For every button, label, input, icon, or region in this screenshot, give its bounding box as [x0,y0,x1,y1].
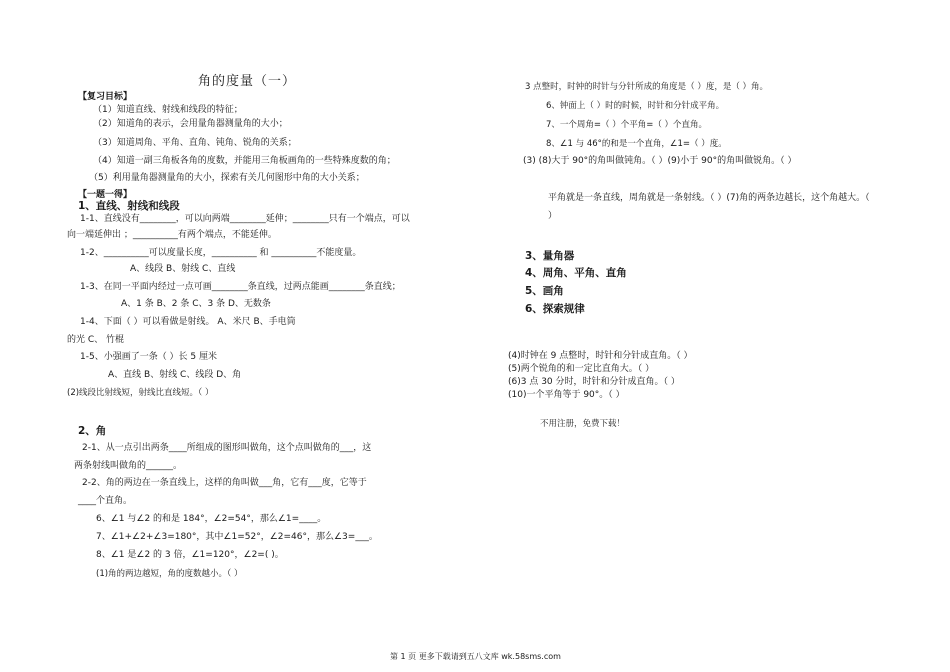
section-title-lines: 1、直线、射线和线段 [78,200,180,212]
goal-item: （1）知道直线、射线和线段的特征； [93,105,243,115]
answer-options: A、直线 B、射线 C、线段 D、角 [108,370,242,380]
question-line: 1-4、下面（ ）可以看做是射线。 A、米尺 B、手电筒 [80,317,296,327]
question-line: 1-1、直线没有________，可以向两端________延伸；________只有一个端点，可以 [80,214,410,224]
question-line: 8、∠1 是∠2 的 3 倍，∠1=120°，∠2=( )。 [96,550,284,560]
section-title-explore: 6、探索规律 [525,303,585,315]
question-line: ____个直角。 [78,496,133,506]
judge-question: (5)两个锐角的和一定比直角大。（ ） [508,364,655,374]
section-title-protractor: 3、量角器 [525,250,575,262]
question-line: 1-3、在同一平面内经过一点可画________条直线，过两点能画________条直线； [80,282,401,292]
question-line: 1-2、__________可以度量长度，__________ 和 __________不能度量。 [80,248,362,258]
goal-item: （3）知道周角、平角、直角、钝角、锐角的关系； [93,138,297,148]
question-line: 8、∠1 与 46°的和是一个直角，∠1=（ ）度。 [546,139,727,149]
answer-options: 的光 C、 竹棍 [67,335,125,345]
goal-item: （4）知道一副三角板各角的度数，并能用三角板画角的一些特殊度数的角； [93,156,396,166]
practice-heading: 【一题一得】 [78,190,133,200]
judge-question: (6)3 点 30 分时，时针和分针成直角。（ ） [508,377,680,387]
judge-question-continuation: ） [548,211,558,221]
judge-question: (1)角的两边越短，角的度数越小。（ ） [96,569,243,579]
goal-item: （5）利用量角器测量角的大小，探索有关几何图形中角的大小关系； [89,173,365,183]
free-download-note: 不用注册，免费下载！ [540,419,626,429]
section-title-draw-angle: 5、画角 [525,285,564,297]
answer-options: A、1 条 B、2 条 C、3 条 D、无数条 [121,299,271,309]
document-title: 角的度量（一） [198,74,297,89]
question-line: 3 点整时，时钟的时针与分针所成的角度是（ ）度，是（ ）角。 [525,82,769,92]
answer-options: A、线段 B、射线 C、直线 [130,264,236,274]
page-footer: 第 1 页 更多下载请到五八文库 wk.58sms.com [390,652,561,661]
section-title-angle-types: 4、周角、平角、直角 [525,267,627,279]
goal-item: （2）知道角的表示，会用量角器测量角的大小； [93,119,288,129]
question-line: 7、一个周角=（ ）个平角=（ ）个直角。 [546,120,708,130]
judge-question: (3) (8)大于 90°的角叫做钝角。（ ）(9)小于 90°的角叫做锐角。（ ） [523,156,797,166]
judge-question: 平角就是一条直线，周角就是一条射线。（ ）(7)角的两条边越长，这个角越大。（ [548,193,870,203]
question-line: 7、∠1+∠2+∠3=180°，其中∠1=52°，∠2=46°，那么∠3=___。 [96,532,378,542]
judge-question: (2)线段比射线短，射线比直线短。（ ） [67,388,214,398]
section-title-angle: 2、角 [78,425,107,437]
review-goals-heading: 【复习目标】 [78,92,133,102]
judge-question: (4)时钟在 9 点整时，时针和分针成直角。（ ） [508,351,693,361]
question-line: 1-5、小强画了一条（ ）长 5 厘米 [80,352,218,362]
judge-question: (10)一个平角等于 90°。（ ） [508,390,625,400]
question-line: 2-2、角的两边在一条直线上，这样的角叫做___角，它有___度，它等于 [82,478,367,488]
question-line: 2-1、从一点引出两条____所组成的图形叫做角，这个点叫做角的___，这 [82,443,372,453]
question-line: 6、钟面上（ ）时的时候，时针和分针成平角。 [546,101,725,111]
question-line: 向一端延伸出 ；__________有两个端点，不能延伸。 [67,230,277,240]
question-line: 两条射线叫做角的______。 [74,461,183,471]
question-line: 6、∠1 与∠2 的和是 184°，∠2=54°，那么∠1=____。 [96,514,327,524]
